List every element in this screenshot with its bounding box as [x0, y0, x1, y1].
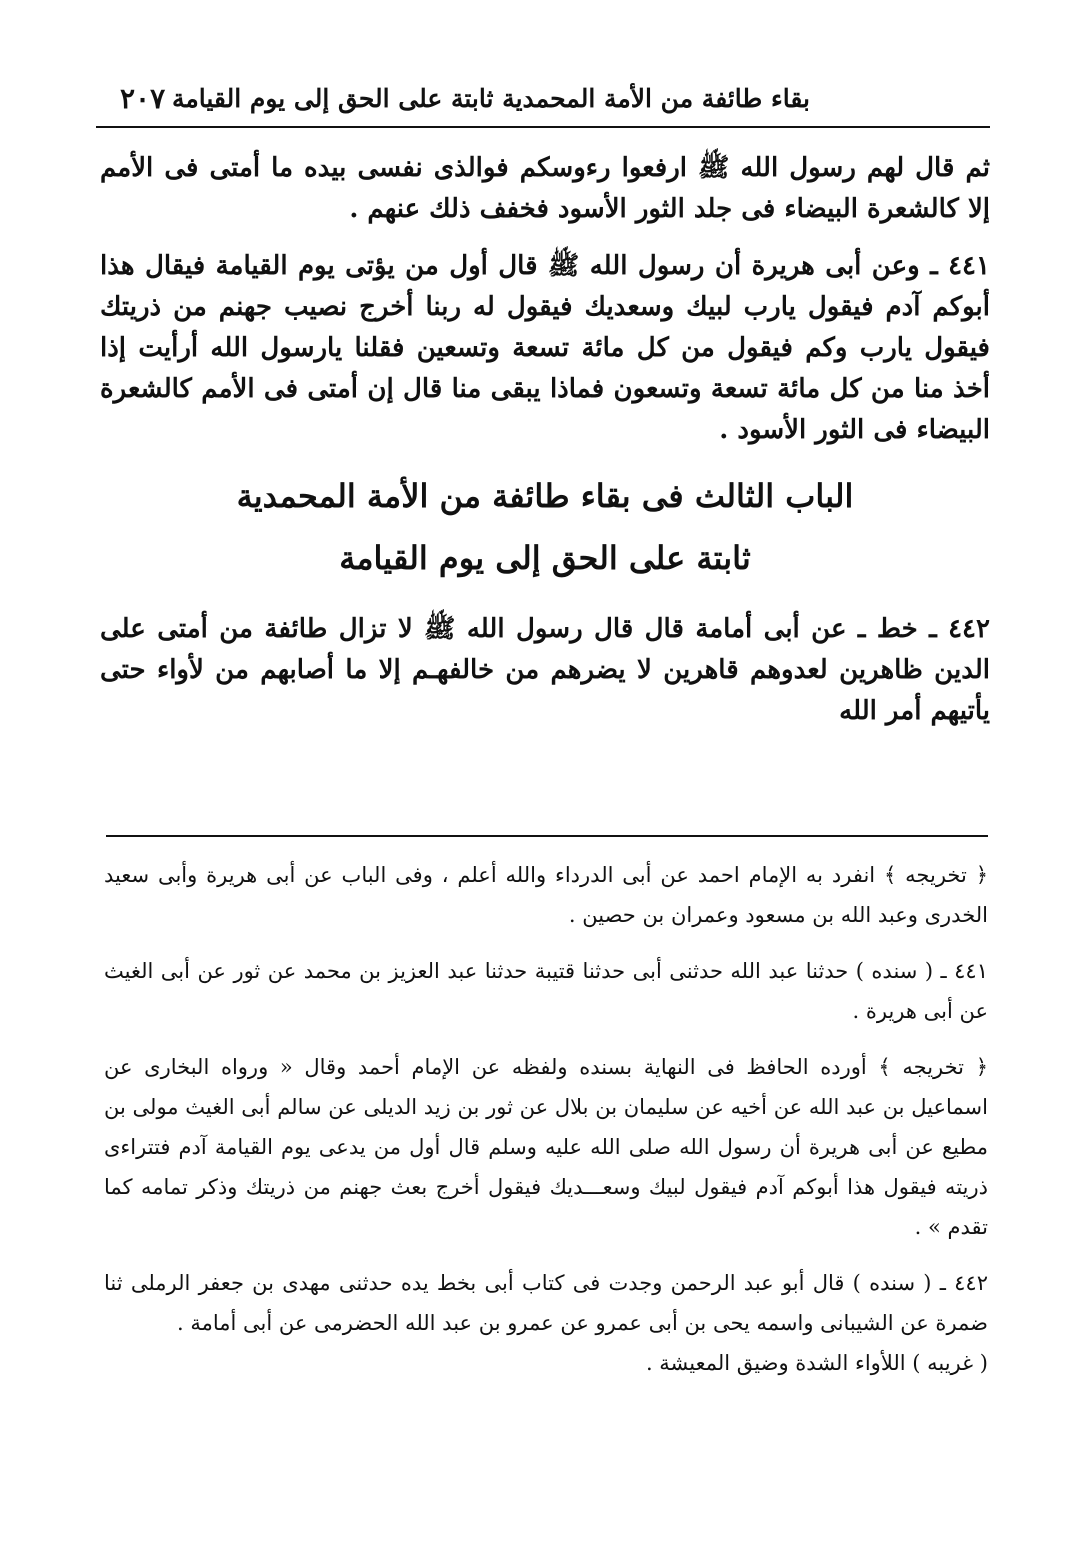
footnote-divider	[106, 835, 988, 837]
hadith-442: ٤٤٢ ـ خط ـ عن أبى أمامة قال قال رسول الله ﷺ لا تزال طائفة من أمتى على الدين ظاهرين لعدوهم قاهرين لا يضرهم من خالفهـم إلا ما أصابهم من لأواء حتى يأتيهم أمر الله	[100, 614, 990, 726]
footnote-takhrij-441: ﴿ تخريجه ﴾ أورده الحافظ فى النهاية بسنده ولفظه عن الإمام أحمد وقال « ورواه البخارى عن اسماعيل بن عبد الله عن أخيه عن سليمان بن بلال عن ثور بن زيد الديلى عن سالم أبى الغيث مولى بن مطيع عن أبى هريرة أن رسول الله صلى الله عليه وسلم قال أول من يدعى يوم القيامة آدم فتتراءى ذريته فيقول هذا أبوكم آدم فيقول لبيك وسعـــديك فيقول أخرج بعث جهنم من ذريتك وذكر تمامه كما تقدم » .	[104, 1055, 988, 1239]
footnote-sanad-441: ٤٤١ ـ ( سنده ) حدثنا عبد الله حدثنى أبى حدثنا قتيبة حدثنا عبد العزيز بن محمد عن ثور عن أبى الغيث عن أبى هريرة .	[104, 959, 988, 1023]
footnote-takhrij-1: ﴿ تخريجه ﴾ انفرد به الإمام احمد عن أبى الدرداء والله أعلم ، وفى الباب عن أبى هريرة وأبى سعيد الخدرى وعبد الله بن مسعود وعمران بن حصين .	[104, 863, 988, 927]
header-divider	[96, 126, 990, 128]
main-paragraph-1: ثم قال لهم رسول الله ﷺ ارفعوا رءوسكم فوالذى نفسى بيده ما أمتى فى الأمم إلا كالشعرة البيضاء فى جلد الثور الأسود فخفف ذلك عنهم .	[100, 153, 990, 224]
footnotes	[104, 855, 988, 1383]
page-number: ٢٠٧	[120, 82, 166, 115]
footnote-gharib-442: ( غريبه ) اللأواء الشدة وضيق المعيشة .	[645, 1351, 988, 1375]
running-header-title: بقاء طائفة من الأمة المحمدية ثابتة على الحق إلى يوم القيامة	[171, 84, 810, 113]
chapter-heading-line-1: الباب الثالث فى بقاء طائفة من الأمة المحمدية	[236, 477, 854, 515]
chapter-heading	[100, 465, 990, 589]
chapter-heading-line-2: ثابتة على الحق إلى يوم القيامة	[339, 539, 751, 577]
main-text	[100, 148, 990, 732]
hadith-441: ٤٤١ ـ وعن أبى هريرة أن رسول الله ﷺ قال أول من يؤتى يوم القيامة فيقال هذا أبوكم آدم فيقول يارب لبيك وسعديك فيقول له ربنا أخرج نصيب جهنم من ذريتك فيقول يارب وكم فيقول من كل مائة تسعة وتسعين فقلنا يارسول الله أرأيت إذا أخذ منا من كل مائة تسعة وتسعون فماذا يبقى منا قال إن أمتى فى الأمم كالشعرة البيضاء فى الثور الأسود .	[100, 251, 990, 445]
running-header	[96, 78, 990, 122]
footnote-sanad-442: ٤٤٢ ـ ( سنده ) قال أبو عبد الرحمن وجدت فى كتاب أبى بخط يده حدثنى مهدى بن جعفر الرملى ثنا ضمرة عن الشيبانى واسمه يحى بن أبى عمرو عن عمرو بن عبد الله الحضرمى عن أبى أمامة .	[104, 1271, 988, 1335]
